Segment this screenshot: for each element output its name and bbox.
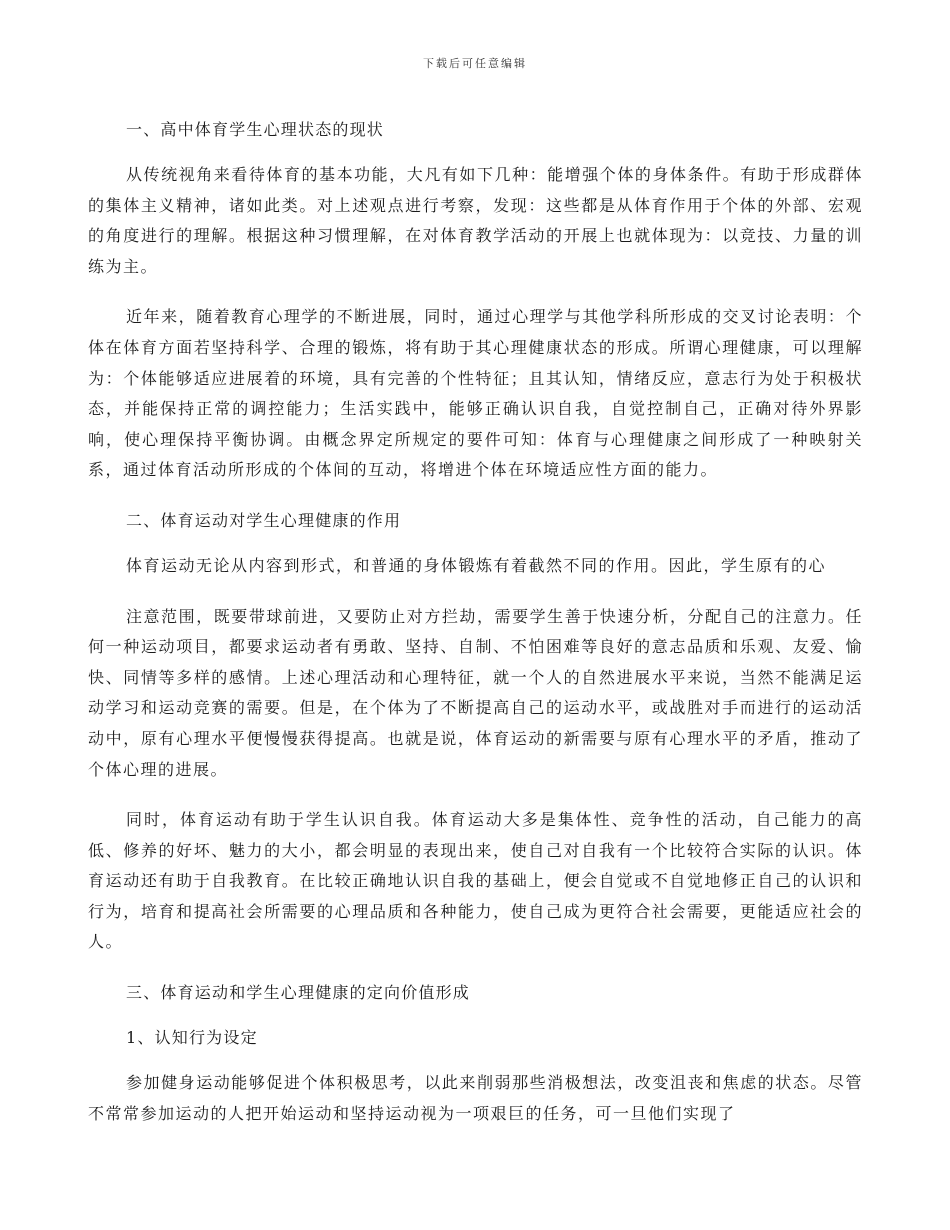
- paragraph: 体育运动无论从内容到形式，和普通的身体锻炼有着截然不同的作用。因此，学生原有的心: [126, 555, 827, 575]
- paragraph: 注意范围，既要带球前进，又要防止对方拦劫，需要学生善于快速分析，分配自己的注意力。任何一种运动项目，都要求运动者有勇敢、坚持、自制、不怕困难等良好的意志品质和乐观、友爱、愉快、同情等多样的感情。上述心理活动和心理特征，就一个人的自然进展水平来说，当然不能满足运动学习和运动竞赛的需要。但是，在个体为了不断提高自己的运动水平，或战胜对手而进行的运动活动中，原有心理水平便慢慢获得提高。也就是说，体育运动的新需要与原有心理水平的矛盾，推动了个体心理的进展。: [88, 606, 863, 779]
- paragraph: 同时，体育运动有助于学生认识自我。体育运动大多是集体性、竞争性的活动，自己能力的高低、修养的好坏、魅力的大小，都会明显的表现出来，使自己对自我有一个比较符合实际的认识。体育运动还有助于自我教育。在比较正确地认识自我的基础上，便会自觉或不自觉地修正自己的认识和行为，培育和提高社会所需要的心理品质和各种能力，使自己成为更符合社会需要，更能适应社会的人。: [88, 810, 863, 952]
- page-header: 下载后可任意编辑: [423, 57, 527, 70]
- paragraph: 参加健身运动能够促进个体积极思考，以此来削弱那些消极想法，改变沮丧和焦虑的状态。尽管不常常参加运动的人把开始运动和坚持运动视为一项艰巨的任务，可一旦他们实现了: [88, 1073, 863, 1123]
- section-heading-3: 三、体育运动和学生心理健康的定向价值形成: [126, 983, 471, 1003]
- paragraph: 近年来，随着教育心理学的不断进展，同时，通过心理学与其他学科所形成的交叉讨论表明：个体在体育方面若坚持科学、合理的锻炼，将有助于其心理健康状态的形成。所谓心理健康，可以理解为：个体能够适应进展着的环境，具有完善的个性特征；且其认知，情绪反应，意志行为处于积极状态，并能保持正常的调控能力；生活实践中，能够正确认识自我，自觉控制自己，正确对待外界影响，使心理保持平衡协调。由概念界定所规定的要件可知：体育与心理健康之间形成了一种映射关系，通过体育活动所形成的个体间的互动，将增进个体在环境适应性方面的能力。: [88, 307, 863, 480]
- paragraph: 从传统视角来看待体育的基本功能，大凡有如下几种：能增强个体的身体条件。有助于形成群体的集体主义精神，诸如此类。对上述观点进行考察，发现：这些都是从体育作用于个体的外部、宏观的角度进行的理解。根据这种习惯理解，在对体育教学活动的开展上也就体现为：以竞技、力量的训练为主。: [88, 165, 863, 276]
- section-heading-2: 二、体育运动对学生心理健康的作用: [126, 510, 402, 530]
- document-body: [88, 115, 863, 1149]
- section-heading-1: 一、高中体育学生心理状态的现状: [126, 120, 385, 139]
- subsection-heading-1: 1、认知行为设定: [126, 1028, 258, 1048]
